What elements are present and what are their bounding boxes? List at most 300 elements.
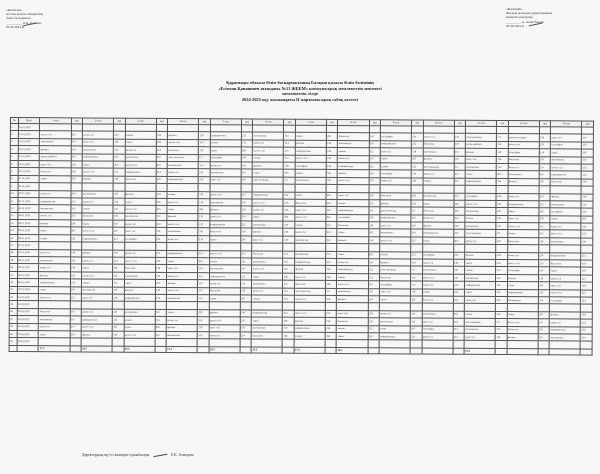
table-cell: математика [124,272,155,280]
table-cell: физика [550,193,581,201]
table-cell: математика [422,266,453,274]
table-cell: 205 [113,161,124,168]
table-cell: 118 [112,331,123,338]
table-cell: 310 [284,133,295,140]
table-cell: 118 [581,282,593,289]
table-cell [198,184,209,191]
table-cell: 310 [70,316,81,323]
table-cell: биология [82,213,113,221]
table-cell: 212 [113,154,124,161]
total-cell [368,347,379,353]
column-header: ауд [369,120,380,126]
table-cell: 214 [581,319,593,326]
table-cell: шетел тілі [465,200,496,208]
table-cell: 310 [410,318,421,325]
table-cell: 215 [240,317,251,324]
table-cell: биология [337,222,368,230]
table-cell: тарих [166,309,197,317]
table-cell: физика [167,280,198,288]
table-cell: биология [338,133,369,141]
column-header: 10-топ [423,120,454,126]
table-cell: 205 [411,156,422,163]
table-cell: орыс тілі [422,318,453,326]
table-cell: қазақ тілі [82,131,113,139]
table-cell: 205 [283,273,294,280]
table-cell: информатика [210,221,241,229]
table-cell: 212 [411,141,422,148]
table-cell: 15 [10,227,18,234]
table-cell: 19 [10,257,18,264]
table-cell: тарих [550,215,581,223]
table-cell: қазақ әдебиеті [465,141,496,149]
table-cell: қазақ тілі [82,198,113,206]
table-cell: 205 [70,331,81,338]
table-cell: 118 [581,179,593,186]
table-cell: 212 [198,250,209,257]
table-cell: 214 [539,149,550,156]
table-cell: 205 [410,325,421,332]
table-cell: 205 [368,229,379,236]
table-cell: физика [40,146,71,154]
table-cell: информатика [294,258,325,266]
table-cell: 205 [496,289,507,296]
table-cell: 118 [241,206,252,213]
total-cell: 19.5 [251,347,282,353]
table-cell [240,302,251,309]
table-cell: 25 [9,301,17,308]
table-cell [241,243,252,250]
table-cell: 118 [411,222,422,229]
title-line: Қарағанды облысы білім басқармасының Балқаш қаласы білім бөлімінің [226,80,374,85]
column-header: ауд [326,119,337,125]
table-cell: 214 [496,237,507,244]
date-cell: 20.01.2025 [18,190,40,198]
table-cell [538,304,549,311]
table-cell [326,244,337,251]
table-cell: 205 [538,282,549,289]
table-cell: математика [295,177,326,185]
table-cell: 214 [240,280,251,287]
table-cell: 215 [538,319,549,326]
table-cell: орыс тілі [337,310,368,318]
table-cell: химия [209,258,240,266]
table-cell: биология [295,199,326,207]
table-cell: 214 [326,162,337,169]
table-cell: 214 [368,259,379,266]
table-cell: 214 [240,332,251,339]
table-cell: 20 [10,264,18,271]
table-cell: орыс тілі [252,236,283,244]
table-cell: 215 [453,274,464,281]
table-cell: қазақ тілі [549,319,580,327]
table-cell: 215 [411,237,422,244]
table-cell: 118 [283,229,294,236]
table-cell: тарих [465,171,496,179]
table-cell: 118 [70,272,81,279]
date-cell: 20.01.2025 [18,183,40,191]
table-cell: 5 [10,153,18,160]
table-cell: 215 [369,177,380,184]
table-cell: информатика [82,154,113,162]
table-cell: физика [39,220,70,228]
table-cell: 215 [284,147,295,154]
table-cell: шетел тілі [39,294,70,302]
table-cell: 214 [496,193,507,200]
table-cell: 215 [326,214,337,221]
table-cell: 310 [581,238,593,245]
table-cell: 205 [538,311,549,318]
total-cell [410,348,421,354]
table-cell: тарих [252,214,283,222]
table-cell: математика [379,318,410,326]
table-cell: география [551,142,582,150]
table-cell: 215 [198,221,209,228]
table-cell: 118 [496,252,507,259]
table-cell: қазақ тілі [295,229,326,237]
table-cell: қазақ тілі [39,264,70,272]
table-cell: информатика [549,326,580,334]
table-cell: 310 [113,146,124,153]
date-cell: 04.02.2025 [17,316,39,324]
table-cell: 24 [9,293,17,300]
table-cell: қазақ тілі [252,288,283,296]
table-cell: тарих [39,286,70,294]
table-cell: 214 [581,208,593,215]
table-cell: физика [338,170,369,178]
table-cell [113,242,124,249]
table-cell: қазақ тілі [39,323,70,331]
table-cell: 310 [368,288,379,295]
table-cell: 310 [156,213,167,220]
table-cell: информатика [465,178,496,186]
table-cell [71,183,82,190]
table-cell: физика [252,228,283,236]
table-cell: 16 [10,234,18,241]
table-cell: физика [39,271,70,279]
table-cell: дене шыныққ. [294,288,325,296]
column-header: ауд [241,119,252,125]
date-cell: 23.01.2025 [17,227,39,235]
table-cell: информатика [167,250,198,258]
table-cell: қазақ тілі [422,215,453,223]
table-cell: 118 [240,324,251,331]
table-cell: шетел тілі [294,310,325,318]
table-cell: 118 [369,170,380,177]
table-cell: 212 [283,192,294,199]
table-cell: тарих [507,311,538,319]
table-cell: 118 [283,332,294,339]
table-cell: химия [81,279,112,287]
table-cell: 118 [325,281,336,288]
table-cell: математика [550,156,581,164]
table-cell: 215 [113,228,124,235]
table-cell: математика [423,148,454,156]
table-cell: 118 [325,318,336,325]
table-cell: тарих [465,289,496,297]
table-cell: информатика [39,279,70,287]
table-cell [113,183,124,190]
table-cell [155,243,166,250]
table-cell: география [550,208,581,216]
table-cell: 23 [9,286,17,293]
total-cell [70,346,81,352]
table-cell: 310 [198,228,209,235]
table-cell: қазақ тілі [124,250,155,258]
table-cell: информатика [337,207,368,215]
table-cell: тарих [379,296,410,304]
table-cell: химия [423,178,454,186]
table-cell: тарих [508,208,539,216]
table-cell: 1 [10,124,18,131]
table-cell: информатика [338,162,369,170]
table-cell: 12 [10,205,18,212]
table-cell [580,341,592,348]
table-cell: 212 [410,333,421,340]
total-cell [240,347,251,353]
table-cell: тарих [82,161,113,169]
table-cell [453,304,464,311]
table-cell: 28 [9,323,17,330]
table-cell: 214 [283,288,294,295]
table-cell: қазақ тілі [209,332,240,340]
table-cell: 312 [411,252,422,259]
table-cell: 26 [9,308,17,315]
table-cell: 118 [454,141,465,148]
table-cell: 17 [10,242,18,249]
table-cell: 7 [10,168,18,175]
table-cell: 205 [496,171,507,178]
table-cell: математика [550,201,581,209]
table-cell: 118 [198,265,209,272]
table-cell: 118 [198,213,209,220]
table-cell: химия [507,230,538,238]
table-cell: 11 [10,197,18,204]
table-cell: тарих [125,139,156,147]
table-cell: информатика [550,252,581,260]
table-cell: шетел тілі [81,323,112,331]
table-cell: 205 [155,280,166,287]
table-cell: 118 [539,156,550,163]
table-cell: 215 [71,131,82,138]
table-cell: информатика [422,229,453,237]
total-cell [112,346,123,352]
table-cell: дене шыныққ. [167,154,198,162]
table-cell [410,303,421,310]
total-cell: 18.5 [336,347,367,353]
table-cell: 118 [155,265,166,272]
column-header: 8-топ [338,120,369,126]
table-cell [112,302,123,309]
column-header: № [10,118,18,124]
table-cell: химия [337,199,368,207]
table-cell: тарих [82,220,113,228]
table-cell: физика [125,191,156,199]
title-line: мемлекеттік тілде [282,91,318,97]
table-cell: СЗ [497,134,508,141]
table-cell: математика [295,236,326,244]
table-cell: орыс тілі [209,324,240,332]
table-cell: тарих [337,251,368,259]
table-cell: физика [380,259,411,267]
table-cell: 312 [539,230,550,237]
table-cell: СЗ [454,163,465,170]
table-cell: 205 [454,200,465,207]
table-cell [454,126,465,133]
table-cell: 118 [156,176,167,183]
table-cell: 214 [411,133,422,140]
table-cell: 205 [368,333,379,340]
table-cell: 312 [325,332,336,339]
total-cell [549,349,580,355]
table-cell: тарих [39,227,70,235]
table-cell [497,126,508,133]
table-cell: математика [252,258,283,266]
table-cell: шетел тілі [507,319,538,327]
table-cell: 118 [241,177,252,184]
date-cell: 03.02.2025 [17,301,39,309]
table-cell: география [422,252,453,260]
date-cell: 14.01.2025 [18,124,40,132]
table-cell: орыс тілі [82,139,113,147]
table-cell: орыс тілі [380,148,411,156]
title-line: «Есімхан Қанапияев атындағы №13 ЖББМ» коммуналдық мемлекеттік мекемесі [218,85,382,91]
table-cell: информатика [125,169,156,177]
table-cell: физика [210,206,241,214]
table-cell [453,341,464,348]
table-cell: тарих [39,331,70,339]
table-cell [284,125,295,132]
table-cell: информатика [337,266,368,274]
table-cell: математика [464,326,495,334]
table-cell: информатика [167,176,198,184]
table-cell [283,303,294,310]
table-cell: тарих [209,295,240,303]
table-cell: математика [125,154,156,162]
table-cell [411,126,422,133]
total-cell [580,349,592,355]
table-cell: қазақ тілі [380,177,411,185]
table-cell: 118 [70,220,81,227]
table-cell: 205 [581,216,593,223]
table-cell: 214 [453,281,464,288]
table-cell: 9 [10,183,18,190]
table-cell: қазақ тілі [464,296,495,304]
table-cell: 118 [538,334,549,341]
table-cell: 214 [283,206,294,213]
table-cell: 118 [283,251,294,258]
table-cell: 310 [496,163,507,170]
table-cell: қазақ тілі [294,295,325,303]
table-cell: 214 [539,134,550,141]
column-header: ауд [539,121,550,127]
footer-name: Е.К. Ахмедова [171,453,194,457]
table-cell: қазақ тілі [166,317,197,325]
table-cell: 312 [368,200,379,207]
table-cell: дене шыныққ. [423,163,454,171]
table-cell: биология [209,287,240,295]
table-cell: информатика [39,198,70,206]
table-cell: 215 [199,139,210,146]
table-cell: информатика [379,333,410,341]
table-cell: 118 [240,288,251,295]
table-cell [199,125,210,132]
table-cell: математика [507,297,538,305]
table-cell [241,184,252,191]
table-cell: қазақ тілі [508,193,539,201]
table-cell: орыс тілі [210,176,241,184]
table-cell: 310 [283,258,294,265]
table-cell: 118 [368,222,379,229]
table-cell: 118 [538,275,549,282]
table-cell: 118 [198,280,209,287]
table-cell: 205 [113,265,124,272]
table-cell: информатика [550,171,581,179]
date-cell: 28.01.2025 [17,257,39,265]
table-cell: 212 [581,253,593,260]
table-cell: 205 [241,147,252,154]
table-cell: тарих [124,324,155,332]
table-cell: химия [124,316,155,324]
table-cell [326,125,337,132]
table-cell: 205 [326,133,337,140]
table-cell: математика [40,138,71,146]
table-cell: 310 [580,334,592,341]
table-cell [326,185,337,192]
table-cell: 214 [113,257,124,264]
table-cell: физика [422,222,453,230]
table-cell: 310 [581,201,593,208]
table-cell: 312 [411,163,422,170]
table-cell: химия [295,170,326,178]
total-cell [538,348,549,354]
table-cell: информатика [380,141,411,149]
table-cell [155,302,166,309]
table-cell: орыс тілі [551,134,582,142]
table-cell: химия [380,163,411,171]
table-cell: 118 [113,294,124,301]
table-cell: қазақ тілі [507,252,538,260]
table-cell: 214 [70,323,81,330]
table-cell: 118 [453,296,464,303]
table-cell: 13 [10,212,18,219]
total-cell [495,348,506,354]
column-header: 3-топ [125,118,156,124]
table-cell: орыс тілі [40,161,71,169]
column-header: ауд [412,120,423,126]
date-cell: 30.01.2025 [17,286,39,294]
table-cell: математика [82,190,113,198]
table-cell: биология [209,228,240,236]
total-cell: 20.5 [81,346,112,352]
table-cell: шетел тілі [252,265,283,273]
table-cell: 205 [71,176,82,183]
total-cell [9,345,17,351]
table-cell: орыс тілі [380,222,411,230]
table-cell: математика [124,309,155,317]
column-header: Күні [18,118,40,124]
table-cell: орыс тілі [508,215,539,223]
table-cell: тарих [550,149,581,157]
table-cell [368,244,379,251]
table-cell: қазақ тілі [167,235,198,243]
table-cell: 118 [411,192,422,199]
table-cell [496,245,507,252]
table-cell: химия [338,148,369,156]
table-cell: математика [423,193,454,201]
table-cell: 212 [112,316,123,323]
table-cell: 118 [411,274,422,281]
table-cell: информатика [124,294,155,302]
